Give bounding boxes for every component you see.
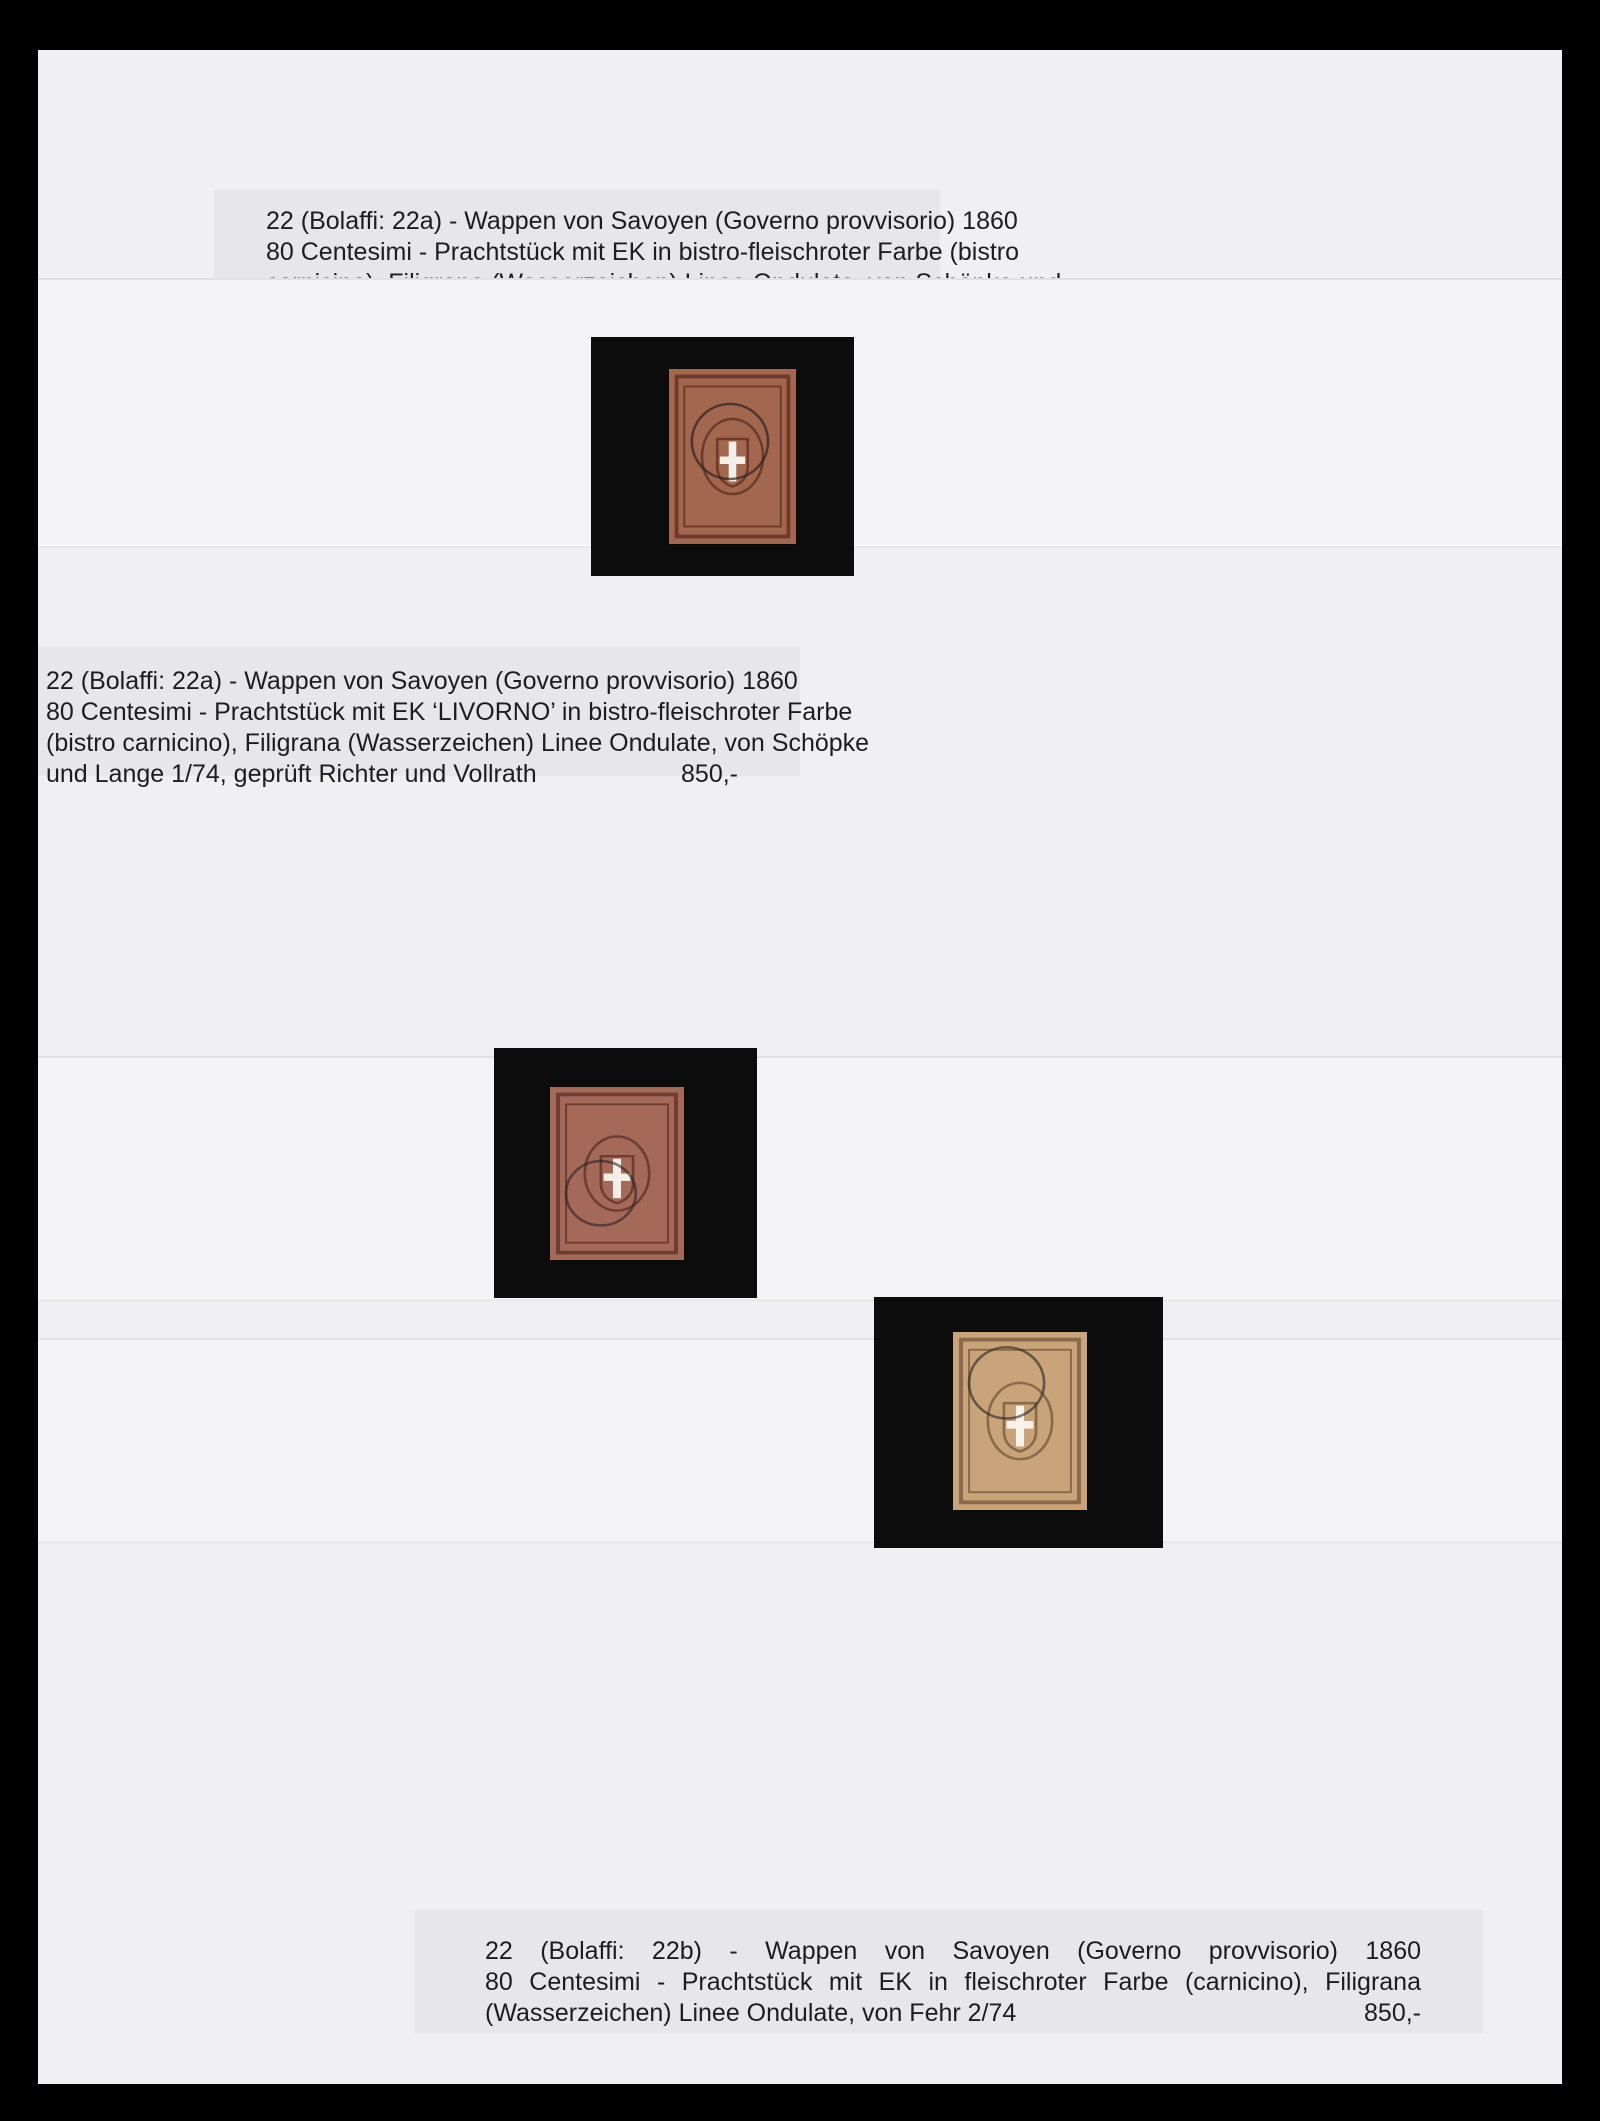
stamp-2-image bbox=[550, 1087, 684, 1260]
label-3-last-text: (Wasserzeichen) Linee Ondulate, von Fehr 2/74 bbox=[485, 1999, 1017, 2027]
label-3-line-1: 22 (Bolaffi: 22b) - Wappen von Savoyen (Governo provvisorio) 1860 bbox=[485, 1937, 1421, 1965]
stamp-3 bbox=[952, 1331, 1088, 1511]
label-1-line-2: 80 Centesimi - Prachtstück mit EK in bistro-fleischroter Farbe (bistro bbox=[266, 238, 1020, 266]
stamp-1-image bbox=[669, 369, 796, 544]
description-label-2 bbox=[38, 647, 870, 788]
label-2-line-1: 22 (Bolaffi: 22a) - Wappen von Savoyen (Governo provvisorio) 1860 bbox=[46, 667, 798, 695]
label-2-last-text: und Lange 1/74, geprüft Richter und Vollrath bbox=[46, 760, 537, 788]
stamp-3-image bbox=[953, 1332, 1087, 1510]
description-label-3 bbox=[415, 1910, 1483, 2033]
stock-strip-3 bbox=[38, 1338, 1562, 1541]
label-2-line-2: 80 Centesimi - Prachtstück mit EK ‘LIVORNO’ in bistro-fleischroter Farbe bbox=[46, 698, 853, 726]
album-page bbox=[38, 50, 1562, 2084]
label-1-line-1: 22 (Bolaffi: 22a) - Wappen von Savoyen (Governo provvisorio) 1860 bbox=[266, 207, 1018, 235]
label-3-price: 850,- bbox=[1364, 1999, 1421, 2027]
label-3-line-3 bbox=[485, 1998, 1421, 2029]
label-2-line-4 bbox=[46, 759, 738, 790]
stamp-2 bbox=[549, 1086, 685, 1261]
label-3-line-2: 80 Centesimi - Prachtstück mit EK in fleischroter Farbe (carnicino), Filigrana bbox=[485, 1968, 1421, 1996]
label-2-price: 850,- bbox=[681, 760, 738, 788]
stock-strip-2 bbox=[38, 1056, 1562, 1299]
label-2-line-3: (bistro carnicino), Filigrana (Wasserzeichen) Linee Ondulate, von Schöpke bbox=[46, 729, 870, 757]
stamp-1 bbox=[668, 368, 797, 545]
